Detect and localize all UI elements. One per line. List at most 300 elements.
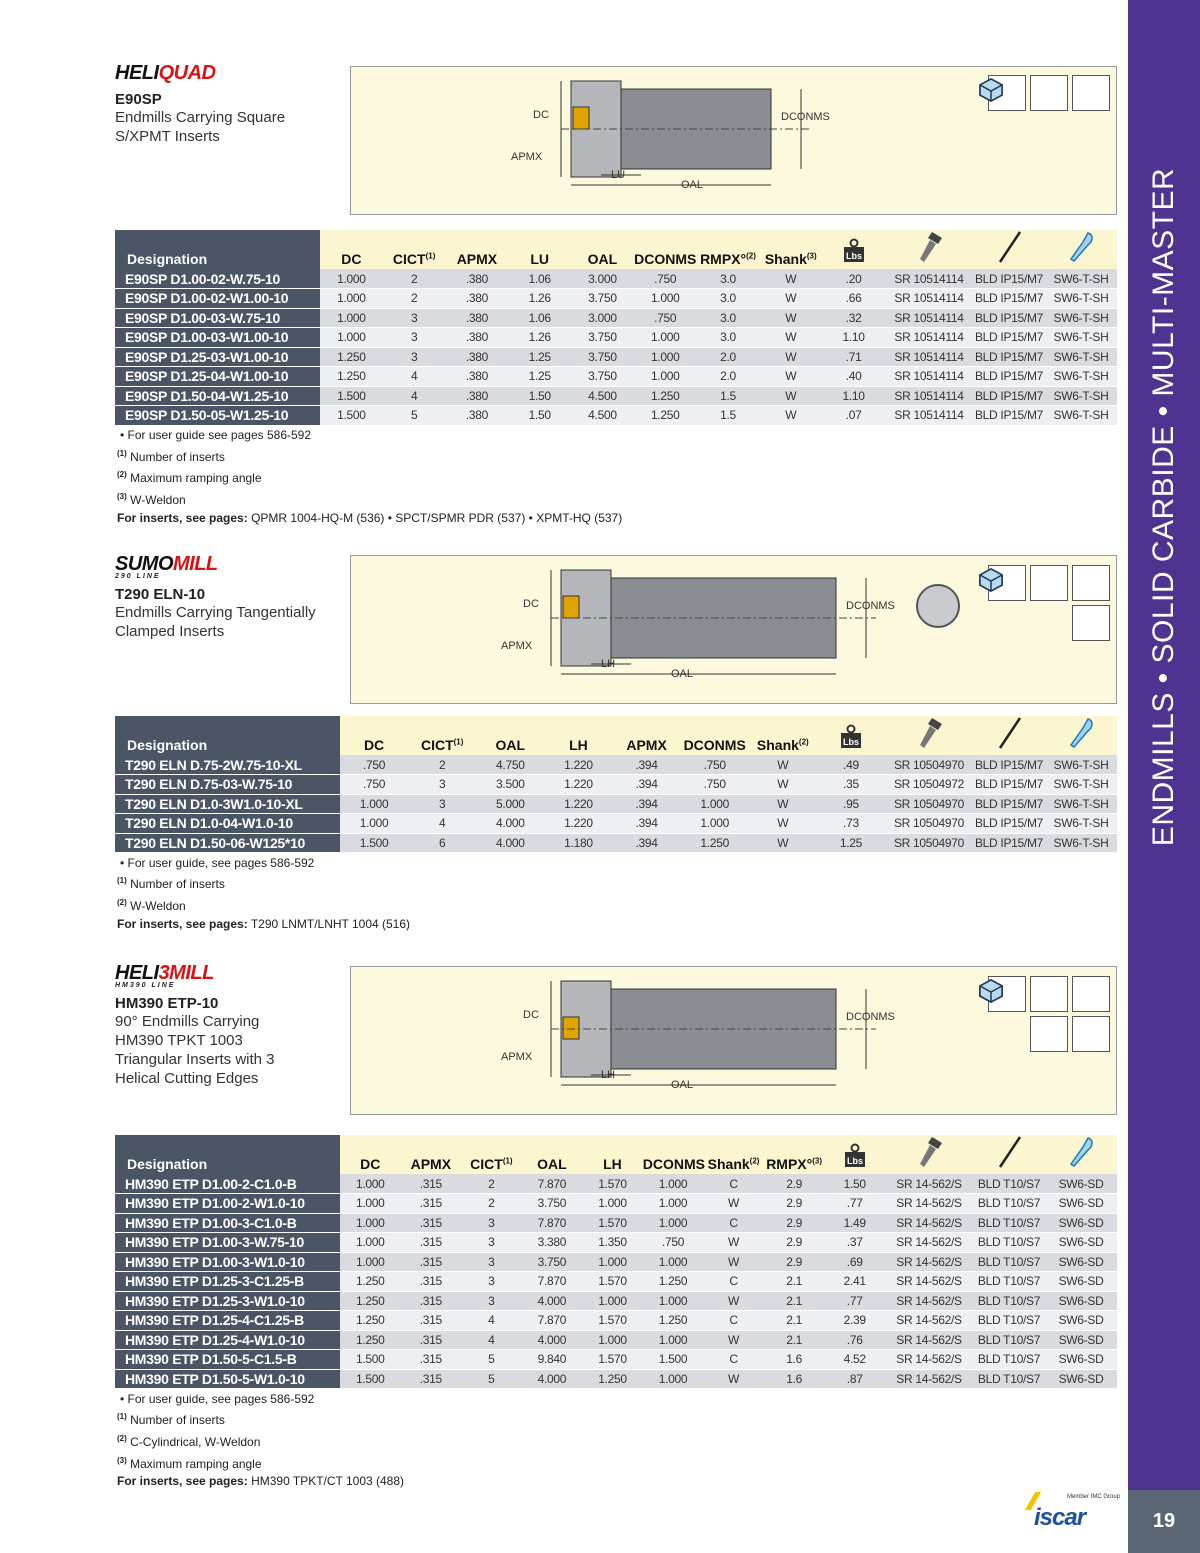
table-row[interactable] [115, 367, 1117, 387]
table-cell: BLD IP15/M7 [973, 814, 1045, 834]
diagram-label-dconms: DCONMS [781, 111, 830, 123]
footnote [117, 894, 410, 916]
table-cell: SR 14-562/S [885, 1311, 973, 1331]
table-row[interactable] [115, 1330, 1117, 1350]
table-cell: BLD IP15/M7 [973, 308, 1045, 328]
designation-cell: E90SP D1.00-02-W.75-10 [115, 269, 320, 289]
column-header-label: DC [341, 251, 362, 267]
table-row[interactable] [115, 814, 1117, 834]
table-cell: 2 [383, 269, 446, 289]
column-header [759, 230, 822, 269]
table-cell: 2.1 [764, 1291, 825, 1311]
column-header [973, 716, 1045, 755]
table-cell: BLD T10/S7 [973, 1272, 1045, 1292]
column-header [1045, 716, 1117, 755]
table-cell: 2.0 [697, 347, 760, 367]
column-header [476, 716, 544, 755]
table-cell: 3.380 [522, 1233, 583, 1253]
table-cell: SW6-SD [1045, 1194, 1117, 1214]
footnote [117, 1391, 404, 1409]
table-cell: 1.06 [508, 308, 571, 328]
application-icons [976, 976, 1110, 1052]
product-description-line: Clamped Inserts [115, 623, 225, 640]
key-icon [994, 251, 1024, 267]
footnote [117, 488, 622, 510]
table-cell: 1.000 [582, 1194, 643, 1214]
table-cell: .315 [401, 1233, 462, 1253]
table-cell: BLD IP15/M7 [973, 386, 1045, 406]
table-cell: 4 [461, 1311, 522, 1331]
table-cell: 4 [383, 386, 446, 406]
table-cell: 3.0 [697, 328, 760, 348]
table-cell: 4 [408, 814, 476, 834]
table-cell: SW6-SD [1045, 1233, 1117, 1253]
table-cell: 1.500 [643, 1350, 704, 1370]
slotting-icon [1030, 75, 1068, 111]
tool-diagram [350, 66, 1117, 215]
key-icon [994, 737, 1024, 753]
table-cell: 1.000 [582, 1252, 643, 1272]
table-cell: 1.26 [508, 289, 571, 309]
table-row[interactable] [115, 328, 1117, 348]
product-table-3 [115, 1135, 1117, 1389]
table-cell: W [759, 406, 822, 426]
column-header [461, 1135, 522, 1174]
table-cell: SW6-T-SH [1045, 406, 1117, 426]
table-cell: .35 [817, 775, 885, 795]
table-cell: SR 10514114 [885, 347, 973, 367]
table-cell: 1.000 [634, 289, 697, 309]
table-cell: 2 [383, 289, 446, 309]
table-row[interactable] [115, 308, 1117, 328]
screw-icon [914, 1156, 944, 1172]
footnote [117, 1430, 404, 1452]
table-cell: 1.500 [320, 386, 383, 406]
svg-text:Lbs: Lbs [846, 1156, 863, 1166]
table-cell: SR 14-562/S [885, 1350, 973, 1370]
footnote-marker: • [120, 428, 125, 442]
table-cell: SW6-T-SH [1045, 347, 1117, 367]
table-cell: 3 [408, 794, 476, 814]
table-cell: 1.000 [320, 328, 383, 348]
table-cell: BLD IP15/M7 [973, 347, 1045, 367]
footnote-marker: (1) [117, 448, 127, 458]
diagram-label-lu: LU [611, 169, 626, 181]
column-header [383, 230, 446, 269]
table-cell: 3 [383, 328, 446, 348]
column-header [697, 230, 760, 269]
table-cell: 1.250 [643, 1272, 704, 1292]
table-cell: W [749, 794, 817, 814]
table-cell: 1.06 [508, 269, 571, 289]
table-cell: .32 [822, 308, 885, 328]
table-cell: 2 [461, 1194, 522, 1214]
table-cell: 4 [461, 1330, 522, 1350]
table-cell: BLD IP15/M7 [973, 269, 1045, 289]
table-cell: 4.000 [522, 1330, 583, 1350]
table-row[interactable] [115, 1233, 1117, 1253]
footnote-marker: (2) [117, 1433, 127, 1443]
table-cell: 2.1 [764, 1311, 825, 1331]
designation-cell: HM390 ETP D1.50-5-C1.5-B [115, 1350, 340, 1370]
diagram-label-dc: DC [533, 109, 549, 121]
table-cell: .40 [822, 367, 885, 387]
application-icons [976, 565, 1110, 641]
table-cell: 1.250 [320, 347, 383, 367]
column-header-label: APMX [410, 1156, 452, 1172]
table-cell: 1.25 [508, 367, 571, 387]
table-cell: 7.870 [522, 1174, 583, 1194]
designation-cell: HM390 ETP D1.50-5-W1.0-10 [115, 1369, 340, 1389]
table-cell: 2.1 [764, 1272, 825, 1292]
footnote-marker: • [120, 855, 125, 870]
table-cell: SR 14-562/S [885, 1213, 973, 1233]
table-cell: 3 [383, 347, 446, 367]
table-cell: SW6-T-SH [1045, 308, 1117, 328]
table-cell: 1.10 [822, 328, 885, 348]
designation-cell: HM390 ETP D1.00-3-W1.0-10 [115, 1252, 340, 1272]
iscar-logo: Member IMC Group iscar [1028, 1492, 1120, 1532]
column-header [885, 230, 973, 269]
table-cell: 3.0 [697, 308, 760, 328]
column-header [544, 716, 612, 755]
product-description-line: 90° Endmills Carrying [115, 1013, 260, 1030]
table-row[interactable] [115, 833, 1117, 853]
table-cell: 1.000 [340, 814, 408, 834]
column-header [1045, 230, 1117, 269]
footnote [117, 445, 622, 467]
logo-subtitle: 290 LINE [115, 573, 161, 580]
table-row[interactable] [115, 269, 1117, 289]
table-cell: SR 10504970 [885, 794, 973, 814]
table-cell: 3 [461, 1213, 522, 1233]
table-cell: SR 10514114 [885, 406, 973, 426]
footnotes [117, 855, 410, 934]
table-cell: 1.000 [643, 1213, 704, 1233]
designation-cell: E90SP D1.00-03-W1.00-10 [115, 328, 320, 348]
table-cell: 1.5 [697, 386, 760, 406]
table-cell: .380 [446, 406, 509, 426]
table-cell: .76 [824, 1330, 885, 1350]
footnote-text: Number of inserts [130, 1413, 225, 1428]
product-section-1 [115, 62, 335, 146]
table-cell: BLD T10/S7 [973, 1330, 1045, 1350]
logo-part-a: HELI [115, 62, 159, 84]
diagram-label-apmx: APMX [501, 640, 533, 652]
column-header-footnote: (2) [798, 737, 809, 747]
footnote-marker: (1) [117, 876, 127, 886]
column-header-label: Shank [764, 251, 807, 267]
table-cell: .380 [446, 347, 509, 367]
designation-cell: HM390 ETP D1.25-3-C1.25-B [115, 1272, 340, 1292]
column-header [115, 1135, 340, 1174]
table-cell: W [703, 1252, 764, 1272]
product-title: E90SP [115, 91, 162, 108]
diagram-label-lh: LH [601, 1069, 616, 1081]
table-cell: .95 [817, 794, 885, 814]
table-cell: W [749, 755, 817, 775]
table-cell: .315 [401, 1174, 462, 1194]
table-cell: 2.9 [764, 1213, 825, 1233]
table-row[interactable] [115, 775, 1117, 795]
svg-text:Lbs: Lbs [845, 251, 862, 261]
column-header-label: APMX [626, 737, 667, 753]
table-cell: .69 [824, 1252, 885, 1272]
footnote-text: Number of inserts [130, 449, 225, 464]
table-cell: 3.750 [522, 1194, 583, 1214]
table-cell: 4.750 [476, 755, 544, 775]
table-cell: 1.180 [544, 833, 612, 853]
table-cell: 7.870 [522, 1272, 583, 1292]
table-cell: 1.570 [582, 1350, 643, 1370]
footnote-text: For user guide see pages 586-592 [127, 428, 312, 442]
table-row[interactable] [115, 1194, 1117, 1214]
table-row[interactable] [115, 406, 1117, 426]
table-cell: .77 [824, 1291, 885, 1311]
column-header [885, 1135, 973, 1174]
designation-cell: HM390 ETP D1.25-4-C1.25-B [115, 1311, 340, 1331]
column-header-footnote: (1) [425, 251, 436, 261]
table-cell: .380 [446, 269, 509, 289]
table-cell: 1.000 [643, 1291, 704, 1311]
table-cell: 1.500 [320, 406, 383, 426]
table-cell: .77 [824, 1194, 885, 1214]
table-cell: SR 10504972 [885, 775, 973, 795]
table-cell: C [703, 1350, 764, 1370]
table-cell: 1.220 [544, 755, 612, 775]
diagram-label-lh: LH [601, 658, 616, 670]
column-header-footnote: (3) [812, 1156, 823, 1166]
slotting-icon [1030, 565, 1068, 601]
column-header-label: OAL [587, 251, 618, 267]
column-header-label: DC [360, 1156, 381, 1172]
footnote-marker: (3) [117, 1455, 127, 1465]
table-cell: .380 [446, 328, 509, 348]
table-cell: 1.000 [643, 1330, 704, 1350]
table-cell: 2.9 [764, 1233, 825, 1253]
table-cell: .87 [824, 1369, 885, 1389]
column-header-label: APMX [456, 251, 498, 267]
column-header-label: OAL [537, 1156, 567, 1172]
table-cell: SW6-SD [1045, 1174, 1117, 1194]
table-cell: 1.250 [340, 1291, 401, 1311]
column-header-label: CICT [392, 251, 426, 267]
product-description-line: Endmills Carrying Tangentially [115, 604, 316, 621]
product-description-line: Triangular Inserts with 3 [115, 1051, 275, 1068]
table-row[interactable] [115, 1272, 1117, 1292]
table-row[interactable] [115, 794, 1117, 814]
table-cell: 1.250 [340, 1330, 401, 1350]
table-cell: 2.41 [824, 1272, 885, 1292]
table-cell: 1.50 [508, 386, 571, 406]
table-cell: 1.000 [320, 269, 383, 289]
inserts-pages: T290 LNMT/LNHT 1004 (516) [250, 916, 411, 931]
inserts-reference [117, 510, 622, 528]
designation-cell: T290 ELN D1.0-3W1.0-10-XL [115, 794, 340, 814]
facing-icon [1072, 976, 1110, 1012]
footnote-marker: (1) [117, 1412, 127, 1422]
table-cell: 7.870 [522, 1213, 583, 1233]
column-header-label: DC [363, 737, 385, 753]
inserts-label: For inserts, see pages: [117, 1474, 248, 1489]
table-cell: 1.000 [582, 1291, 643, 1311]
product-table-2 [115, 716, 1117, 853]
column-header [885, 716, 973, 755]
table-cell: SR 10504970 [885, 755, 973, 775]
table-cell: SW6-T-SH [1045, 794, 1117, 814]
table-cell: C [703, 1272, 764, 1292]
table-row[interactable] [115, 347, 1117, 367]
table-row[interactable] [115, 755, 1117, 775]
table-cell: SW6-SD [1045, 1350, 1117, 1370]
table-cell: .380 [446, 386, 509, 406]
column-header-label: Designation [127, 1156, 208, 1172]
table-header [115, 1135, 1117, 1174]
logo-part-a: HELI [115, 962, 159, 984]
table-cell: .750 [340, 775, 408, 795]
table-cell: BLD IP15/M7 [973, 775, 1045, 795]
product-logo [115, 62, 335, 85]
inserts-pages: HM390 TPKT/CT 1003 (488) [251, 1474, 405, 1489]
column-header-label: LH [569, 737, 588, 753]
table-cell: SW6-SD [1045, 1311, 1117, 1331]
table-cell: .394 [613, 833, 681, 853]
table-cell: BLD T10/S7 [973, 1369, 1045, 1389]
column-header [522, 1135, 583, 1174]
table-cell: W [749, 833, 817, 853]
weight-lbs-icon [841, 251, 867, 267]
table-cell: 6 [408, 833, 476, 853]
table-cell: SW6-T-SH [1045, 328, 1117, 348]
table-cell: .380 [446, 289, 509, 309]
table-cell: 1.500 [340, 1369, 401, 1389]
table-cell: SW6-SD [1045, 1330, 1117, 1350]
footnote-text: For user guide, see pages 586-592 [127, 855, 315, 870]
table-header [115, 230, 1117, 269]
table-cell: SW6-SD [1045, 1369, 1117, 1389]
table-cell: SR 10514114 [885, 308, 973, 328]
table-cell: 1.500 [340, 1350, 401, 1370]
table-cell: 1.000 [634, 328, 697, 348]
table-cell: 2.1 [764, 1330, 825, 1350]
insert-end-view [916, 584, 960, 628]
table-cell: 1.000 [320, 289, 383, 309]
table-row[interactable] [115, 289, 1117, 309]
product-title: HM390 ETP-10 [115, 995, 219, 1012]
table-cell: SW6-SD [1045, 1272, 1117, 1292]
table-cell: 1.000 [340, 794, 408, 814]
table-cell: 1.10 [822, 386, 885, 406]
table-cell: .394 [613, 794, 681, 814]
table-cell: 3.500 [476, 775, 544, 795]
footnote-text: W-Weldon [130, 898, 186, 913]
table-cell: 1.000 [643, 1369, 704, 1389]
table-cell: .315 [401, 1291, 462, 1311]
table-cell: 1.570 [582, 1311, 643, 1331]
table-cell: 1.000 [340, 1174, 401, 1194]
table-cell: SR 14-562/S [885, 1174, 973, 1194]
product-table-1 [115, 230, 1117, 426]
table-row[interactable] [115, 1174, 1117, 1194]
table-cell: SR 10514114 [885, 269, 973, 289]
table-row[interactable] [115, 1311, 1117, 1331]
designation-cell: HM390 ETP D1.25-4-W1.0-10 [115, 1330, 340, 1350]
column-header [340, 1135, 401, 1174]
diagram-label-oal: OAL [671, 1079, 694, 1091]
table-cell: .315 [401, 1272, 462, 1292]
footnote [117, 466, 622, 488]
table-row[interactable] [115, 386, 1117, 406]
sidebar-title: ENDMILLS • SOLID CARBIDE • MULTI-MASTER [1147, 167, 1181, 847]
footnotes [117, 1391, 404, 1492]
table-cell: 1.250 [681, 833, 749, 853]
product-description-line: HM390 TPKT 1003 [115, 1032, 243, 1049]
table-row[interactable] [115, 1350, 1117, 1370]
table-cell: .394 [613, 814, 681, 834]
table-cell: 1.000 [582, 1330, 643, 1350]
column-header-label: Shank [756, 737, 799, 753]
designation-cell: E90SP D1.00-02-W1.00-10 [115, 289, 320, 309]
product-description-line: Endmills Carrying Square [115, 109, 286, 126]
table-cell: SR 14-562/S [885, 1330, 973, 1350]
table-cell: 4 [383, 367, 446, 387]
table-cell: .315 [401, 1330, 462, 1350]
table-cell: .750 [634, 308, 697, 328]
table-cell: 2 [408, 755, 476, 775]
table-cell: SW6-SD [1045, 1252, 1117, 1272]
designation-cell: T290 ELN D.75-2W.75-10-XL [115, 755, 340, 775]
designation-cell: HM390 ETP D1.25-3-W1.0-10 [115, 1291, 340, 1311]
table-cell: SW6-T-SH [1045, 367, 1117, 387]
designation-cell: HM390 ETP D1.00-2-W1.0-10 [115, 1194, 340, 1214]
designation-cell: E90SP D1.50-05-W1.25-10 [115, 406, 320, 426]
table-row[interactable] [115, 1369, 1117, 1389]
screw-icon [914, 251, 944, 267]
footnotes [117, 427, 622, 528]
table-row[interactable] [115, 1252, 1117, 1272]
table-cell: .66 [822, 289, 885, 309]
table-cell: SR 10504970 [885, 814, 973, 834]
footnote-text: W-Weldon [130, 493, 186, 508]
table-cell: 3.750 [571, 347, 634, 367]
column-header [508, 230, 571, 269]
table-cell: BLD T10/S7 [973, 1233, 1045, 1253]
table-cell: 1.000 [340, 1194, 401, 1214]
wrench-icon [1066, 1156, 1096, 1172]
table-cell: 3 [383, 308, 446, 328]
footnote [117, 872, 410, 894]
diagram-label-apmx: APMX [511, 151, 543, 163]
column-header [973, 1135, 1045, 1174]
table-cell: .71 [822, 347, 885, 367]
table-cell: 1.000 [681, 814, 749, 834]
application-icons [976, 75, 1110, 111]
table-cell: 1.250 [340, 1311, 401, 1331]
table-cell: SW6-T-SH [1045, 833, 1117, 853]
table-cell: SR 10514114 [885, 289, 973, 309]
table-cell: 1.000 [634, 347, 697, 367]
table-row[interactable] [115, 1291, 1117, 1311]
product-section-2 [115, 553, 335, 641]
table-cell: W [759, 367, 822, 387]
table-row[interactable] [115, 1213, 1117, 1233]
table-cell: SW6-T-SH [1045, 289, 1117, 309]
table-cell: BLD T10/S7 [973, 1213, 1045, 1233]
table-cell: BLD T10/S7 [973, 1311, 1045, 1331]
diagram-label-oal: OAL [681, 179, 704, 191]
table-cell: .394 [613, 755, 681, 775]
diagram-label-dconms: DCONMS [846, 600, 895, 612]
